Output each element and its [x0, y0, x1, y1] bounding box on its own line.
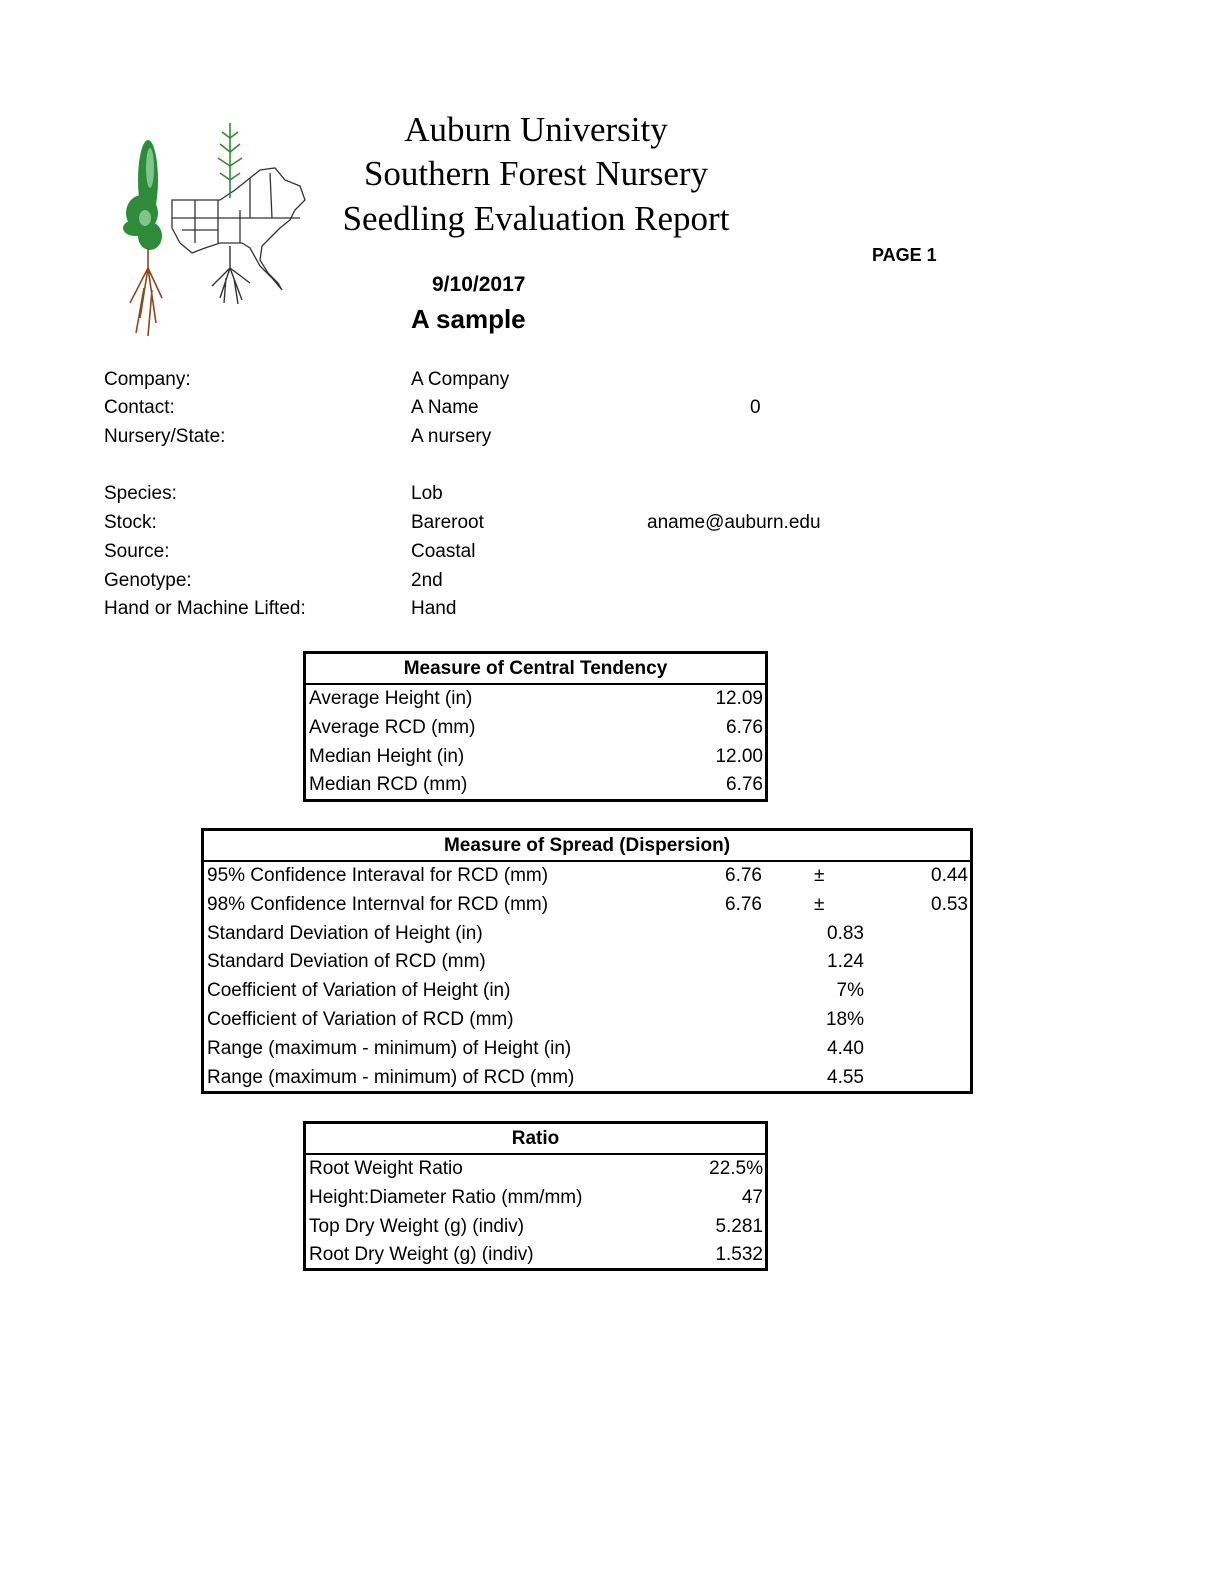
southeast-map-seedling-logo-icon	[100, 118, 315, 338]
table-row	[306, 1213, 765, 1242]
contact-label: Contact:	[104, 397, 175, 418]
row-label: Coefficient of Variation of RCD (mm)	[207, 1008, 514, 1030]
row-value: 12.00	[715, 745, 763, 767]
plus-minus-sign: ±	[814, 865, 825, 886]
contact-extra: 0	[750, 397, 761, 418]
row-value: 22.5%	[709, 1158, 763, 1179]
row-value: 6.76	[726, 774, 763, 796]
row-value: 1.24	[827, 951, 864, 973]
report-date: 9/10/2017	[432, 273, 526, 296]
row-label: Median RCD (mm)	[309, 774, 468, 796]
source-value: Coastal	[411, 541, 476, 562]
source-label: Source:	[104, 541, 170, 562]
genotype-label: Genotype:	[104, 570, 192, 591]
table-row	[204, 1006, 970, 1035]
company-label: Company:	[104, 369, 191, 390]
row-label: Average RCD (mm)	[309, 716, 476, 738]
contact-value: A Name	[411, 397, 479, 418]
table-row	[306, 743, 765, 772]
row-value: 47	[741, 1186, 763, 1208]
table-row	[204, 1064, 970, 1093]
row-value: 12.09	[715, 688, 763, 709]
row-value: 4.55	[827, 1066, 864, 1088]
table-row	[306, 1241, 765, 1270]
title-report: Seedling Evaluation Report	[342, 199, 730, 238]
spread-title: Measure of Spread (Dispersion)	[204, 831, 970, 862]
title-nursery: Southern Forest Nursery	[363, 154, 709, 193]
ci-half-width: 0.53	[931, 893, 968, 915]
stock-value: Bareroot	[411, 512, 484, 533]
stock-label: Stock:	[104, 512, 157, 533]
ci-half-width: 0.44	[931, 865, 968, 886]
table-row	[306, 685, 765, 714]
sample-name: A sample	[411, 304, 526, 334]
table-row	[204, 891, 970, 920]
row-label: Root Weight Ratio	[309, 1158, 463, 1179]
page-label: PAGE 1	[872, 245, 937, 265]
ci-mean: 6.76	[725, 865, 762, 886]
row-value: 18%	[825, 1008, 864, 1030]
nursery-value: A nursery	[411, 426, 492, 447]
table-row	[306, 714, 765, 743]
table-row	[204, 920, 970, 949]
row-value: 1.532	[715, 1244, 763, 1266]
row-label: Standard Deviation of RCD (mm)	[207, 951, 486, 973]
central-tendency-table	[303, 651, 768, 802]
ratio-table	[303, 1121, 768, 1271]
row-value: 5.281	[715, 1215, 763, 1237]
row-label: Range (maximum - minimum) of Height (in)	[207, 1037, 572, 1059]
central-tendency-title: Measure of Central Tendency	[306, 654, 765, 685]
table-row	[204, 977, 970, 1006]
company-value: A Company	[411, 369, 510, 390]
species-value: Lob	[411, 483, 443, 504]
species-label: Species:	[104, 483, 177, 504]
lifted-label: Hand or Machine Lifted:	[104, 598, 306, 619]
row-label: 95% Confidence Interaval for RCD (mm)	[207, 865, 549, 886]
row-label: 98% Confidence Internval for RCD (mm)	[207, 893, 549, 915]
ci-mean: 6.76	[725, 893, 762, 915]
row-value: 0.83	[827, 922, 864, 944]
lifted-value: Hand	[411, 598, 457, 619]
row-label: Range (maximum - minimum) of RCD (mm)	[207, 1066, 575, 1088]
plus-minus-sign: ±	[814, 893, 825, 915]
table-row	[204, 948, 970, 977]
nursery-label: Nursery/State:	[104, 426, 226, 447]
row-label: Standard Deviation of Height (in)	[207, 922, 483, 944]
row-value: 4.40	[827, 1037, 864, 1059]
genotype-value: 2nd	[411, 570, 443, 591]
table-row	[204, 862, 970, 891]
row-label: Average Height (in)	[309, 688, 473, 709]
row-label: Coefficient of Variation of Height (in)	[207, 980, 511, 1002]
table-row	[306, 1184, 765, 1213]
ratio-title: Ratio	[306, 1124, 765, 1155]
row-label: Root Dry Weight (g) (indiv)	[309, 1244, 534, 1266]
row-label: Top Dry Weight (g) (indiv)	[309, 1215, 525, 1237]
row-label: Height:Diameter Ratio (mm/mm)	[309, 1186, 583, 1208]
row-value: 6.76	[726, 716, 763, 738]
title-university: Auburn University	[404, 110, 668, 149]
spread-table	[201, 828, 973, 1094]
table-row	[306, 1155, 765, 1184]
table-row	[204, 1035, 970, 1064]
row-value: 7%	[836, 980, 864, 1002]
email-value: aname@auburn.edu	[647, 512, 821, 533]
row-label: Median Height (in)	[309, 745, 465, 767]
table-row	[306, 771, 765, 800]
